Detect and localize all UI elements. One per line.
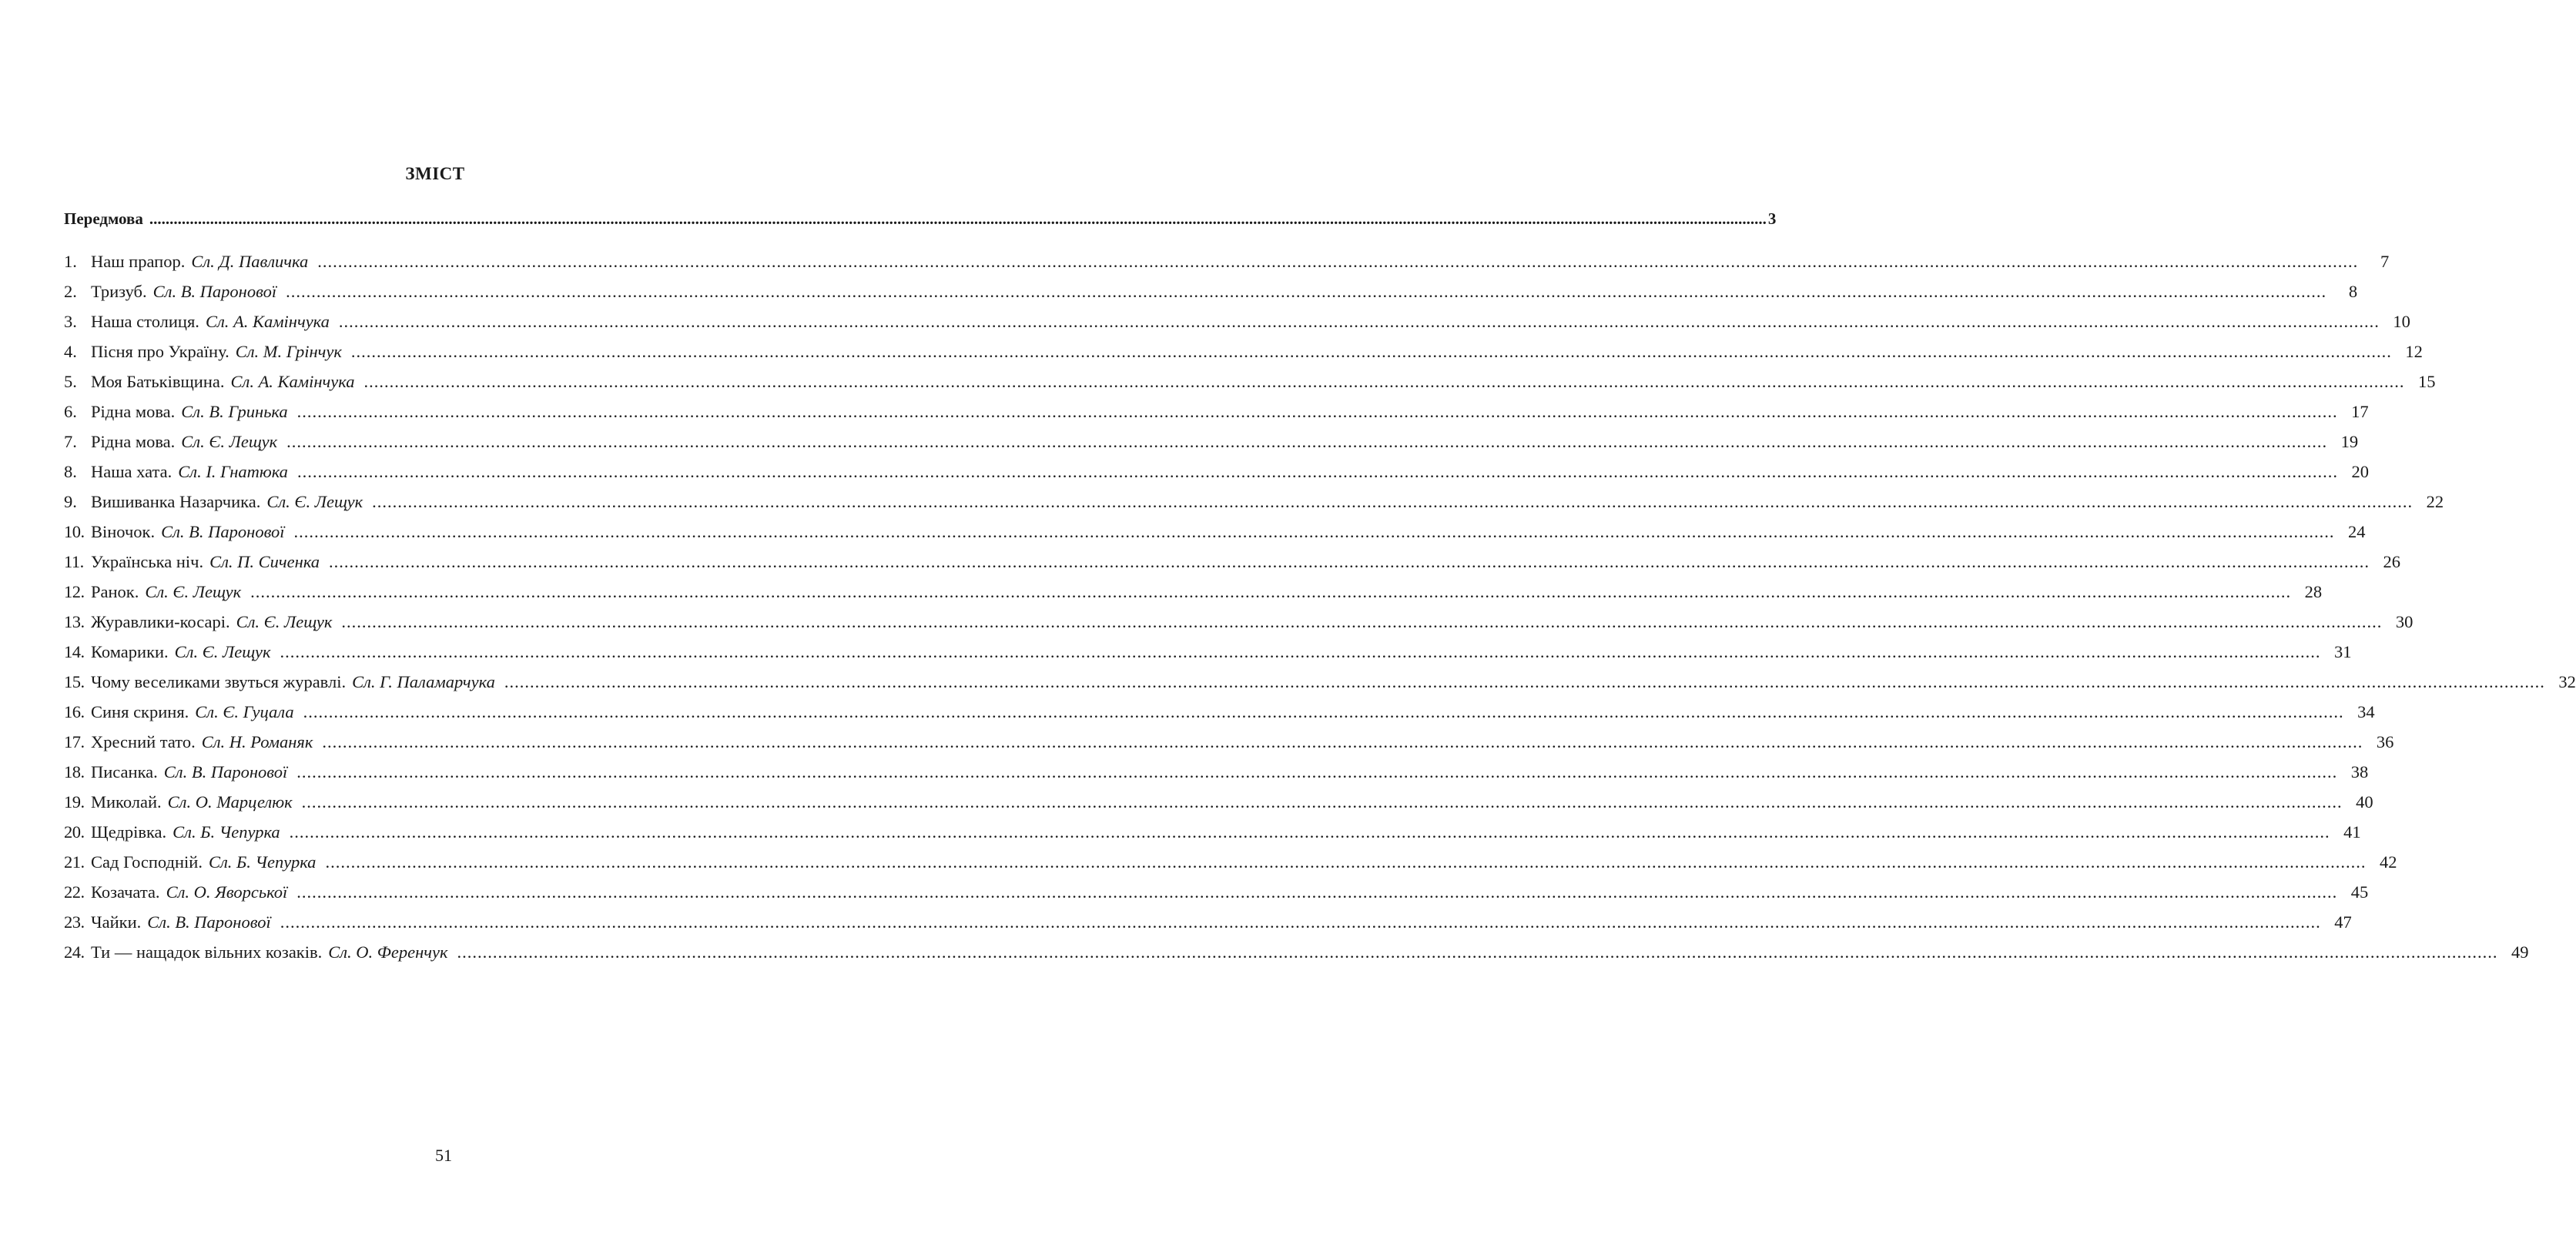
- toc-entry-author: Сл. В. Паронової: [163, 762, 288, 781]
- toc-preface-row: [64, 208, 1777, 246]
- toc-entry-page: 22: [2426, 492, 2444, 511]
- toc-preface-page: 3: [1767, 209, 1777, 228]
- toc-entry-number: 21.: [64, 852, 85, 872]
- toc-entry-page: 30: [2395, 612, 2414, 631]
- toc-entry-row: [64, 276, 2358, 306]
- toc-leader-dots: ................................................................................................................................................................................................................................................................................................................................................................................................................: [296, 402, 2338, 421]
- toc-entry-number: 18.: [64, 762, 85, 781]
- toc-entry-row: [64, 517, 2366, 547]
- toc-entry-page: 15: [2417, 372, 2436, 391]
- toc-entry-page: 40: [2356, 792, 2373, 812]
- toc-entry-number: 13.: [64, 612, 85, 631]
- toc-leader-dots: ................................................................................................................................................................................................................................................................................................................................................................................................................: [250, 582, 2292, 601]
- toc-entry-author: Сл. В. Паронової: [152, 282, 277, 301]
- toc-entry-number: 15.: [64, 672, 85, 691]
- toc-entry-row: [64, 336, 2423, 366]
- toc-leader-dots: ................................................................................................................................................................................................................................................................................................................................................................................................................: [296, 762, 2338, 781]
- toc-entry-author: Сл. В. Гринька: [181, 402, 288, 421]
- toc-entry-author: Сл. О. Марцелюк: [167, 792, 293, 812]
- toc-entry-page: 31: [2333, 642, 2352, 661]
- toc-leader-dots: ................................................................................................................................................................................................................................................................................................................................................................................................................: [301, 792, 2343, 812]
- toc-entry-number: 23.: [64, 912, 85, 932]
- toc-entry-title: Козачата.: [91, 882, 160, 902]
- toc-entry-title: Хресний тато.: [91, 732, 196, 751]
- toc-entry-number: 8.: [64, 462, 77, 481]
- toc-entry-title: Тризуб.: [91, 282, 147, 301]
- table-of-contents: [64, 208, 2576, 967]
- toc-entry-page: 8: [2348, 282, 2358, 301]
- toc-entry-row: [64, 577, 2323, 607]
- toc-entry-number: 17.: [64, 732, 85, 751]
- toc-entry-page: 38: [2350, 762, 2369, 781]
- toc-leader-dots: ................................................................................................................................................................................................................................................................................................................................................................................................................: [457, 942, 2498, 962]
- toc-entry-row: [64, 847, 2397, 877]
- toc-leader-dots: ................................................................................................................................................................................................................................................................................................................................................................................................................: [286, 282, 2327, 301]
- toc-entry-page: 36: [2376, 732, 2394, 751]
- toc-entry-page: 28: [2304, 582, 2323, 601]
- toc-entry-number: 10.: [64, 522, 85, 541]
- toc-entry-row: [64, 817, 2361, 847]
- toc-entry-author: Сл. Б. Чепурка: [173, 822, 280, 842]
- toc-entries: [64, 246, 2576, 967]
- toc-entry-row: [64, 937, 2529, 967]
- toc-leader-dots: ................................................................................................................................................................................................................................................................................................................................................................................................................: [325, 852, 2367, 872]
- toc-leader-dots: ................................................................................................................................................................................................................................................................................................................................................................................................................: [350, 342, 2392, 361]
- toc-entry-title: Моя Батьківщина.: [91, 372, 225, 391]
- toc-leader-dots: ................................................................................................................................................................................................................................................................................................................................................................................................................: [149, 209, 1767, 228]
- toc-entry-number: 22.: [64, 882, 85, 902]
- toc-entry-title: Ти — нащадок вільних козаків.: [91, 942, 323, 962]
- toc-entry-number: 14.: [64, 642, 85, 661]
- toc-entry-page: 49: [2511, 942, 2529, 962]
- toc-entry-number: 12.: [64, 582, 85, 601]
- toc-leader-dots: ................................................................................................................................................................................................................................................................................................................................................................................................................: [280, 912, 2321, 932]
- toc-leader-dots: ................................................................................................................................................................................................................................................................................................................................................................................................................: [338, 312, 2380, 331]
- toc-entry-row: [64, 397, 2369, 427]
- toc-entry-number: 11.: [64, 552, 84, 571]
- toc-entry-author: Сл. Є. Лещук: [145, 582, 242, 601]
- toc-leader-dots: ................................................................................................................................................................................................................................................................................................................................................................................................................: [280, 642, 2321, 661]
- toc-entry-page: 41: [2343, 822, 2361, 842]
- toc-entry-number: 9.: [64, 492, 77, 511]
- toc-entry-number: 20.: [64, 822, 85, 842]
- toc-entry-title: Синя скриня.: [91, 702, 189, 721]
- toc-entry-row: [64, 667, 2576, 697]
- toc-entry-title: Журавлики-косарі.: [91, 612, 230, 631]
- toc-leader-dots: ................................................................................................................................................................................................................................................................................................................................................................................................................: [363, 372, 2405, 391]
- toc-entry-row: [64, 427, 2359, 457]
- toc-entry-author: Сл. А. Камінчука: [205, 312, 330, 331]
- toc-entry-title: Писанка.: [91, 762, 158, 781]
- toc-entry-number: 19.: [64, 792, 85, 812]
- toc-leader-dots: ................................................................................................................................................................................................................................................................................................................................................................................................................: [329, 552, 2370, 571]
- toc-entry-title: Наша хата.: [91, 462, 173, 481]
- toc-entry-row: [64, 306, 2410, 336]
- toc-leader-dots: ................................................................................................................................................................................................................................................................................................................................................................................................................: [286, 432, 2328, 451]
- toc-entry-author: Сл. Є. Лещук: [266, 492, 363, 511]
- toc-entry-page: 34: [2357, 702, 2375, 721]
- toc-entry-author: Сл. І. Гнатюка: [178, 462, 288, 481]
- toc-entry-number: 16.: [64, 702, 85, 721]
- toc-entry-page: 12: [2405, 342, 2423, 361]
- toc-leader-dots: ................................................................................................................................................................................................................................................................................................................................................................................................................: [289, 822, 2330, 842]
- toc-entry-title: Наш прапор.: [91, 252, 186, 271]
- toc-entry-author: Сл. Г. Паламарчука: [352, 672, 495, 691]
- toc-entry-author: Сл. Н. Романяк: [201, 732, 313, 751]
- toc-entry-number: 5.: [64, 372, 77, 391]
- toc-entry-row: [64, 607, 2414, 637]
- toc-entry-title: Миколай.: [91, 792, 162, 812]
- page-title: ЗМІСТ: [405, 164, 465, 183]
- toc-entry-row: [64, 487, 2444, 517]
- toc-entry-author: Сл. П. Сиченка: [209, 552, 320, 571]
- toc-entry-row: [64, 457, 2369, 487]
- toc-entry-number: 3.: [64, 312, 77, 331]
- toc-entry-title: Чому веселиками звуться журавлі.: [91, 672, 347, 691]
- toc-leader-dots: ................................................................................................................................................................................................................................................................................................................................................................................................................: [296, 462, 2338, 481]
- toc-entry-page: 17: [2351, 402, 2369, 421]
- toc-entry-page: 19: [2340, 432, 2359, 451]
- toc-entry-title: Наша столиця.: [91, 312, 199, 331]
- toc-entry-page: 24: [2348, 522, 2366, 541]
- toc-entry-title: Вишиванка Назарчика.: [91, 492, 261, 511]
- toc-entry-author: Сл. Є. Лещук: [236, 612, 333, 631]
- toc-entry-row: [64, 637, 2352, 667]
- toc-leader-dots: ................................................................................................................................................................................................................................................................................................................................................................................................................: [504, 672, 2545, 691]
- toc-entry-page: 10: [2393, 312, 2410, 331]
- toc-entry-title: Чайки.: [91, 912, 142, 932]
- toc-leader-dots: ................................................................................................................................................................................................................................................................................................................................................................................................................: [293, 522, 2335, 541]
- toc-entry-title: Українська ніч.: [91, 552, 204, 571]
- toc-entry-page: 42: [2379, 852, 2397, 872]
- toc-entry-page: 7: [2380, 252, 2390, 271]
- toc-entry-author: Сл. Є. Гуцала: [195, 702, 294, 721]
- toc-entry-title: Рідна мова.: [91, 402, 176, 421]
- toc-leader-dots: ................................................................................................................................................................................................................................................................................................................................................................................................................: [296, 882, 2338, 902]
- toc-entry-row: [64, 787, 2373, 817]
- toc-entry-author: Сл. Є. Лещук: [181, 432, 278, 451]
- page-number: 51: [435, 1146, 452, 1165]
- toc-entry-number: 2.: [64, 282, 77, 301]
- toc-entry-page: 20: [2351, 462, 2369, 481]
- toc-leader-dots: ................................................................................................................................................................................................................................................................................................................................................................................................................: [303, 702, 2344, 721]
- toc-entry-page: 32: [2558, 672, 2576, 691]
- toc-entry-title: Віночок.: [91, 522, 156, 541]
- toc-entry-page: 26: [2383, 552, 2401, 571]
- toc-entry-author: Сл. Б. Чепурка: [208, 852, 317, 872]
- toc-entry-row: [64, 246, 2390, 276]
- toc-entry-row: [64, 697, 2375, 727]
- toc-entry-author: Сл. В. Паронової: [161, 522, 285, 541]
- toc-entry-row: [64, 727, 2394, 757]
- toc-entry-row: [64, 366, 2436, 397]
- toc-entry-author: Сл. В. Паронової: [147, 912, 271, 932]
- toc-entry-title: Щедрівка.: [91, 822, 167, 842]
- toc-entry-title: Сад Господній.: [91, 852, 203, 872]
- toc-entry-author: Сл. О. Ференчук: [328, 942, 448, 962]
- toc-entry-author: Сл. Є. Лещук: [174, 642, 271, 661]
- toc-entry-number: 1.: [64, 252, 77, 271]
- toc-entry-row: [64, 907, 2352, 937]
- toc-leader-dots: ................................................................................................................................................................................................................................................................................................................................................................................................................: [372, 492, 2414, 511]
- toc-entry-number: 24.: [64, 942, 85, 962]
- toc-entry-author: Сл. О. Яворської: [166, 882, 288, 902]
- toc-leader-dots: ................................................................................................................................................................................................................................................................................................................................................................................................................: [341, 612, 2383, 631]
- toc-entry-title: Пісня про Україну.: [91, 342, 229, 361]
- toc-entry-row: [64, 877, 2369, 907]
- toc-entry-author: Сл. Д. Павличка: [191, 252, 309, 271]
- toc-entry-author: Сл. М. Грінчук: [235, 342, 342, 361]
- toc-entry-page: 47: [2334, 912, 2352, 932]
- toc-entry-row: [64, 547, 2401, 577]
- toc-preface-label: Передмова: [64, 209, 143, 228]
- toc-entry-number: 4.: [64, 342, 77, 361]
- toc-entry-row: [64, 757, 2369, 787]
- toc-leader-dots: ................................................................................................................................................................................................................................................................................................................................................................................................................: [317, 252, 2359, 271]
- toc-entry-number: 7.: [64, 432, 77, 451]
- toc-leader-dots: ................................................................................................................................................................................................................................................................................................................................................................................................................: [322, 732, 2363, 751]
- toc-entry-title: Ранок.: [91, 582, 139, 601]
- toc-entry-title: Комарики.: [91, 642, 169, 661]
- toc-entry-number: 6.: [64, 402, 77, 421]
- toc-entry-page: 45: [2350, 882, 2369, 902]
- toc-entry-author: Сл. А. Камінчука: [230, 372, 355, 391]
- toc-entry-title: Рідна мова.: [91, 432, 176, 451]
